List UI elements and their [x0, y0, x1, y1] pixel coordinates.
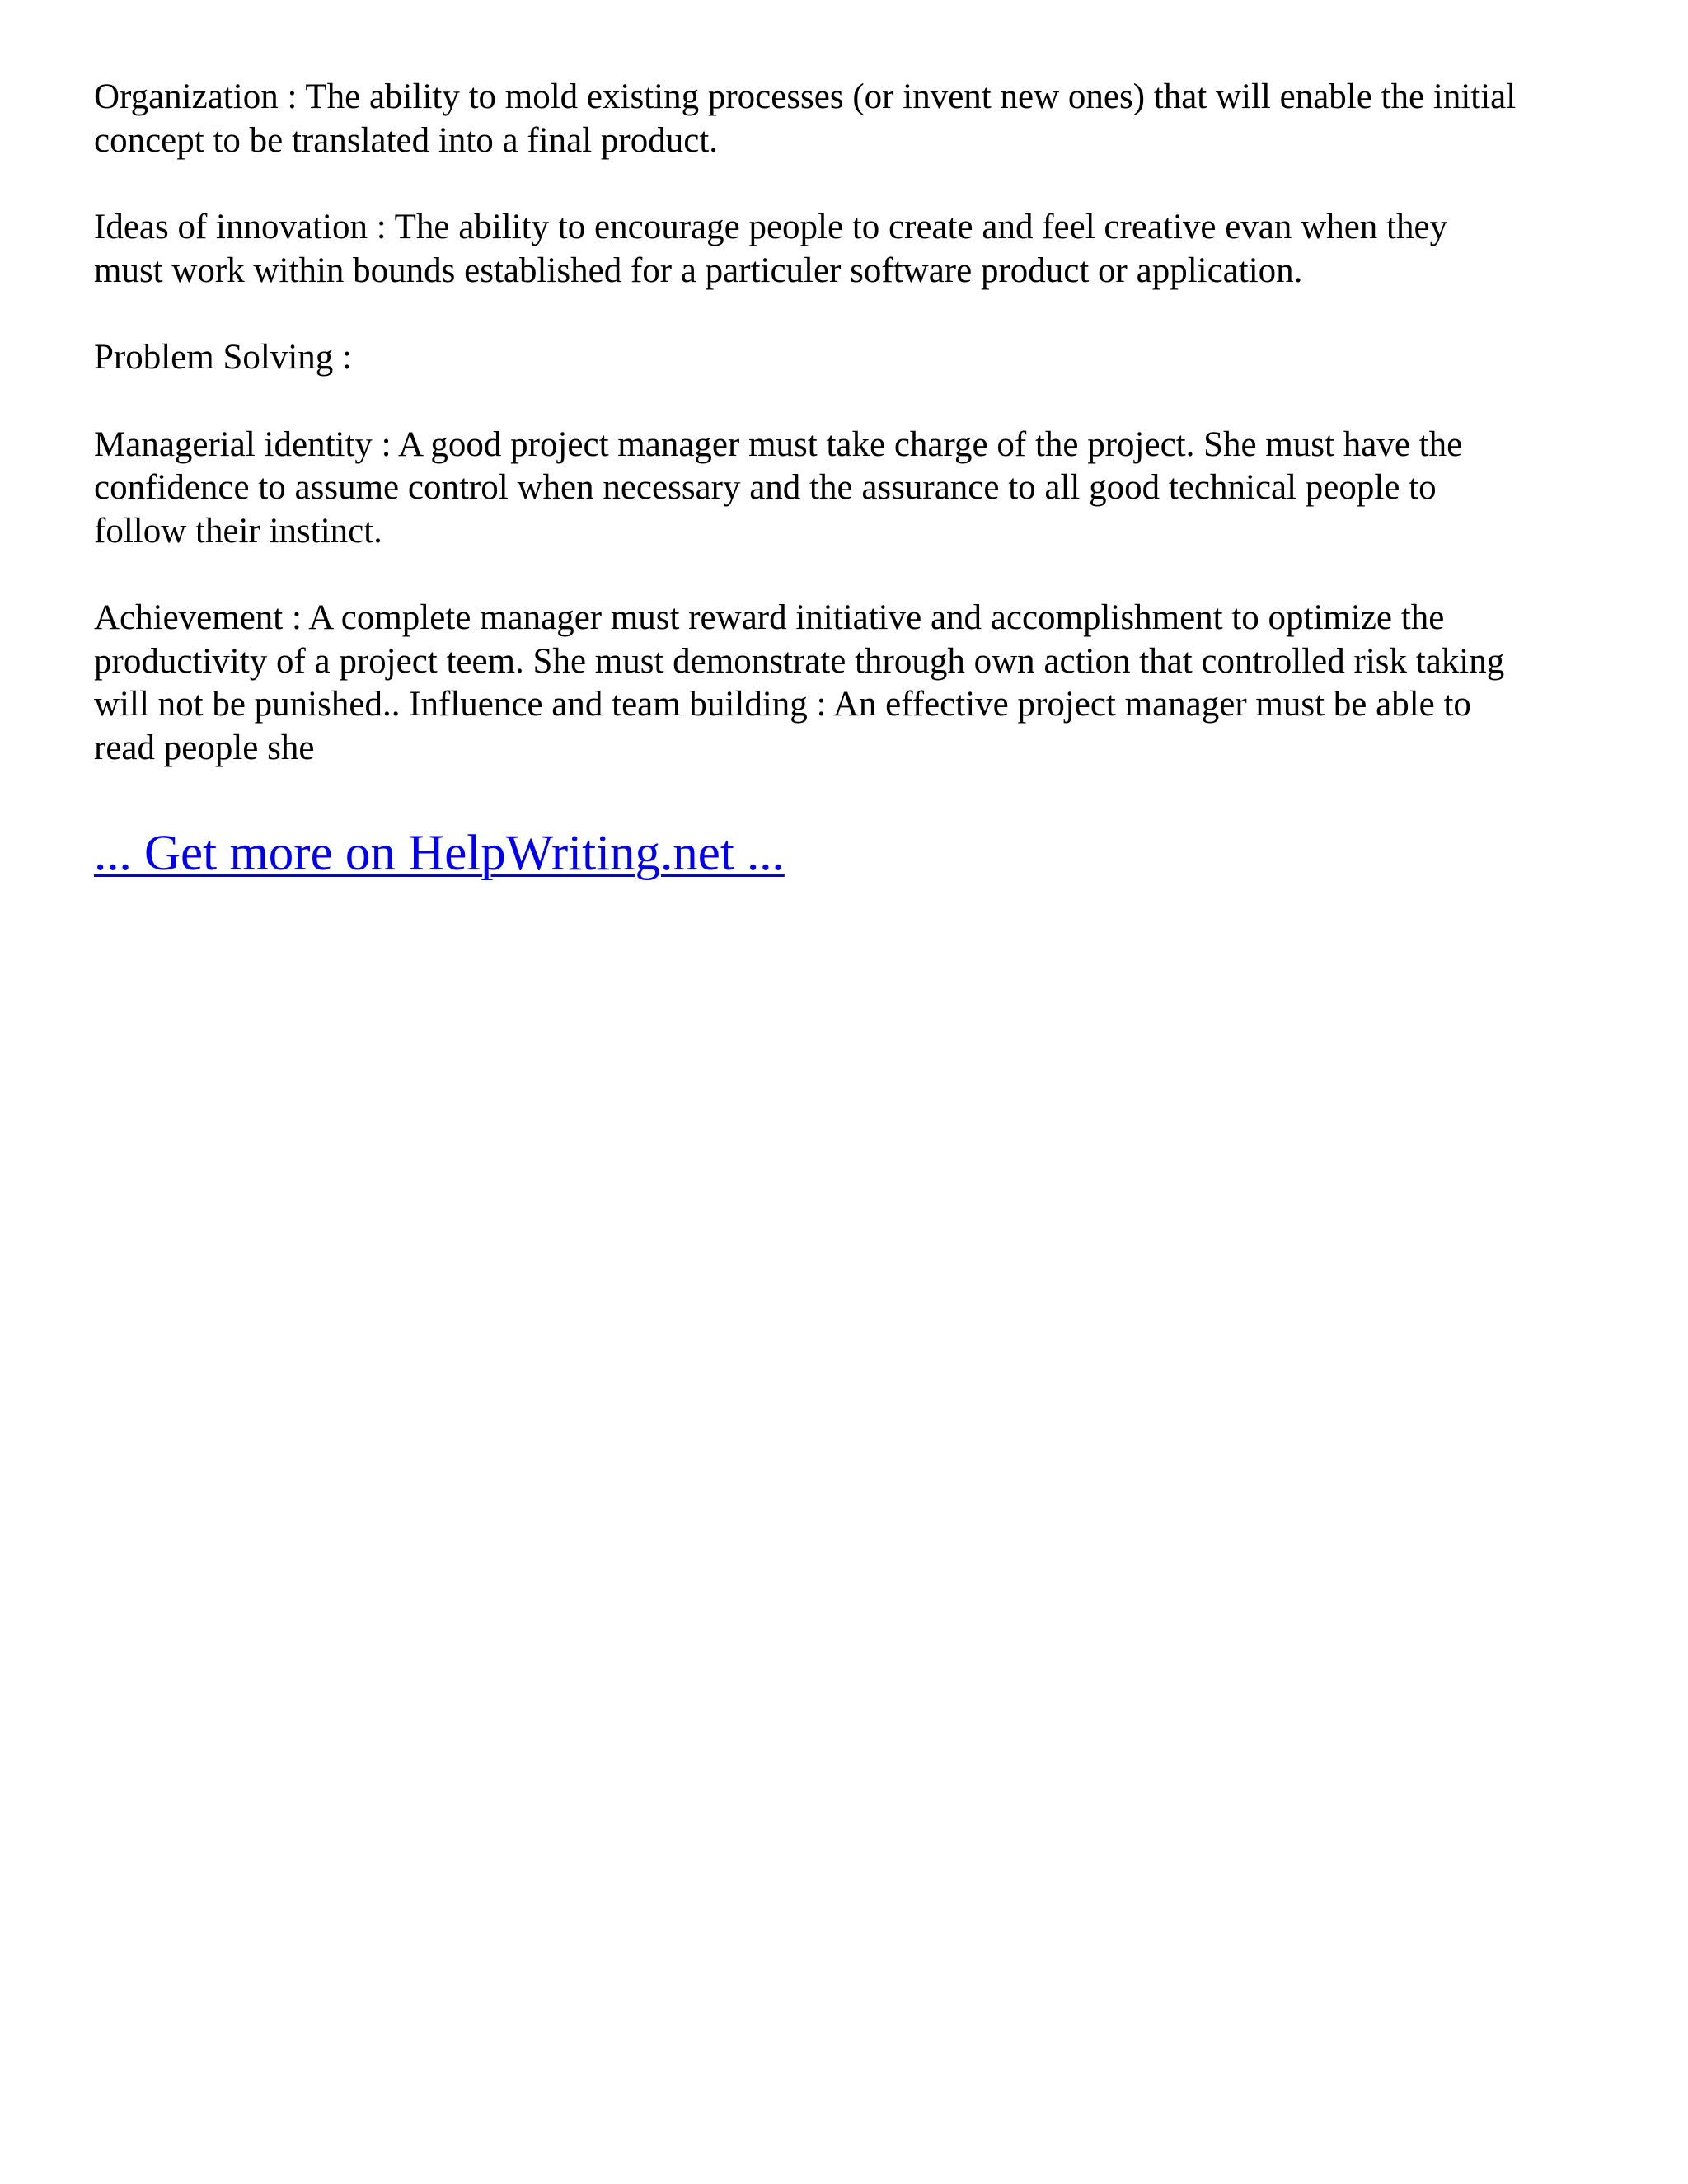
- paragraph-problem-solving: [94, 336, 1602, 380]
- paragraph-line: Ideas of innovation : The ability to encourage people to create and feel creative evan when they: [94, 208, 1448, 246]
- paragraph-line: follow their instinct.: [94, 511, 382, 551]
- paragraph-line: confidence to assume control when necessary and the assurance to all good technical people to: [94, 468, 1437, 507]
- paragraph-line: will not be punished.. Influence and team building : An effective project manager must be able to: [94, 685, 1471, 724]
- paragraph-organization: [94, 76, 1602, 162]
- paragraph-line: Achievement : A complete manager must reward initiative and accomplishment to optimize the: [94, 598, 1445, 637]
- paragraph-ideas-of-innovation: [94, 206, 1602, 293]
- paragraph-line: read people she: [94, 728, 315, 767]
- paragraph-achievement: [94, 597, 1602, 770]
- paragraph-line: concept to be translated into a final product.: [94, 120, 719, 160]
- paragraph-line: Organization : The ability to mold existing processes (or invent new ones) that will enable the initial: [94, 77, 1517, 116]
- paragraph-line: Managerial identity : A good project manager must take charge of the project. She must have the: [94, 424, 1463, 464]
- paragraph-line: Problem Solving :: [94, 338, 352, 377]
- paragraph-managerial-identity: [94, 424, 1602, 554]
- paragraph-line: productivity of a project teem. She must demonstrate through own action that controlled risk taking: [94, 641, 1505, 681]
- paragraph-line: must work within bounds established for a particuler software product or application.: [94, 251, 1303, 290]
- get-more-link[interactable]: ... Get more on HelpWriting.net ...: [94, 826, 785, 881]
- document-page: [94, 76, 1602, 883]
